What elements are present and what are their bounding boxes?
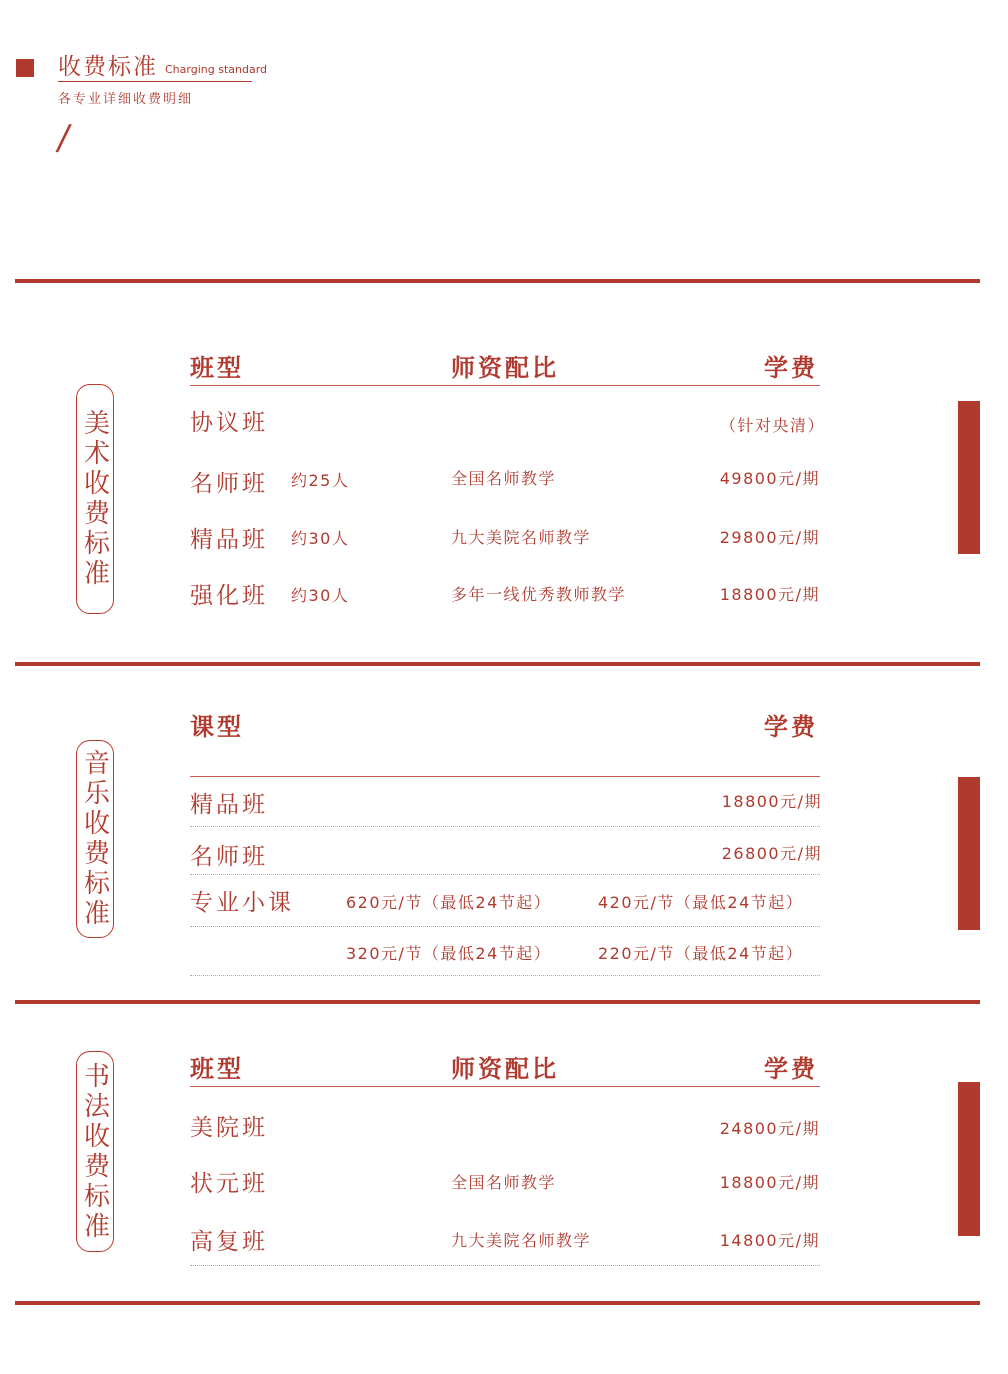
music-lesson-price: 420元/节（最低24节起） — [598, 893, 804, 912]
music-row-name: 名师班 — [190, 844, 268, 870]
page-title-en: Charging standard — [165, 63, 268, 76]
art-row-fee: 29800元/期 — [719, 528, 820, 547]
music-header-fee: 学费 — [764, 713, 818, 741]
calligraphy-sidebar-label: 书法收费标准 — [76, 1051, 114, 1252]
section-divider — [15, 279, 980, 283]
calligraphy-row-fee: 18800元/期 — [719, 1173, 820, 1192]
calligraphy-header-type: 班型 — [190, 1055, 244, 1083]
calligraphy-header-ratio: 师资配比 — [451, 1055, 559, 1083]
calligraphy-side-block — [958, 1082, 980, 1236]
row-separator — [190, 874, 820, 875]
header-square-marker — [16, 59, 34, 77]
section-divider — [15, 1301, 980, 1305]
calligraphy-header-fee: 学费 — [764, 1055, 818, 1083]
row-separator — [190, 926, 820, 927]
art-header-type: 班型 — [190, 354, 244, 382]
section-divider — [15, 1000, 980, 1004]
calligraphy-row-fee: 24800元/期 — [719, 1119, 820, 1138]
section-divider — [15, 662, 980, 666]
music-side-block — [958, 777, 980, 930]
music-row-fee: 26800元/期 — [721, 844, 822, 863]
art-row-name: 精品班 — [190, 527, 268, 553]
page-subtitle: 各专业详细收费明细 — [58, 92, 194, 107]
calligraphy-header-underline — [190, 1086, 820, 1087]
art-header-fee: 学费 — [764, 354, 818, 382]
row-separator — [190, 1265, 820, 1266]
art-row-size: 约30人 — [291, 586, 350, 605]
art-row-name: 名师班 — [190, 471, 268, 497]
art-row-fee: （针对央清） — [719, 416, 825, 435]
music-lesson-price: 620元/节（最低24节起） — [346, 893, 552, 912]
slash-decoration: / — [54, 118, 73, 158]
music-row-name: 精品班 — [190, 792, 268, 818]
music-row-fee: 18800元/期 — [721, 792, 822, 811]
music-header-underline — [190, 776, 820, 777]
calligraphy-row-name: 状元班 — [190, 1171, 268, 1197]
art-row-size: 约25人 — [291, 471, 350, 490]
calligraphy-row-teacher: 九大美院名师教学 — [451, 1231, 592, 1250]
calligraphy-row-teacher: 全国名师教学 — [451, 1173, 557, 1192]
music-lesson-price: 220元/节（最低24节起） — [598, 944, 804, 963]
art-row-teacher: 全国名师教学 — [451, 469, 557, 488]
art-row-teacher: 多年一线优秀教师教学 — [451, 585, 627, 604]
row-separator — [190, 826, 820, 827]
calligraphy-row-fee: 14800元/期 — [719, 1231, 820, 1250]
art-row-teacher: 九大美院名师教学 — [451, 528, 592, 547]
calligraphy-row-name: 高复班 — [190, 1229, 268, 1255]
music-lesson-price: 320元/节（最低24节起） — [346, 944, 552, 963]
calligraphy-row-name: 美院班 — [190, 1115, 268, 1141]
title-underline — [58, 81, 252, 82]
art-header-ratio: 师资配比 — [451, 354, 559, 382]
art-header-underline — [190, 385, 820, 386]
art-sidebar-label: 美术收费标准 — [76, 384, 114, 614]
row-separator — [190, 975, 820, 976]
art-row-name: 强化班 — [190, 583, 268, 609]
art-row-fee: 18800元/期 — [719, 585, 820, 604]
page-title: 收费标准 — [58, 54, 158, 80]
music-sidebar-label: 音乐收费标准 — [76, 740, 114, 938]
art-row-name: 协议班 — [190, 410, 268, 436]
art-side-block — [958, 401, 980, 554]
music-lesson-name: 专业小课 — [190, 890, 294, 916]
art-row-fee: 49800元/期 — [719, 469, 820, 488]
art-row-size: 约30人 — [291, 529, 350, 548]
music-header-type: 课型 — [190, 713, 244, 741]
